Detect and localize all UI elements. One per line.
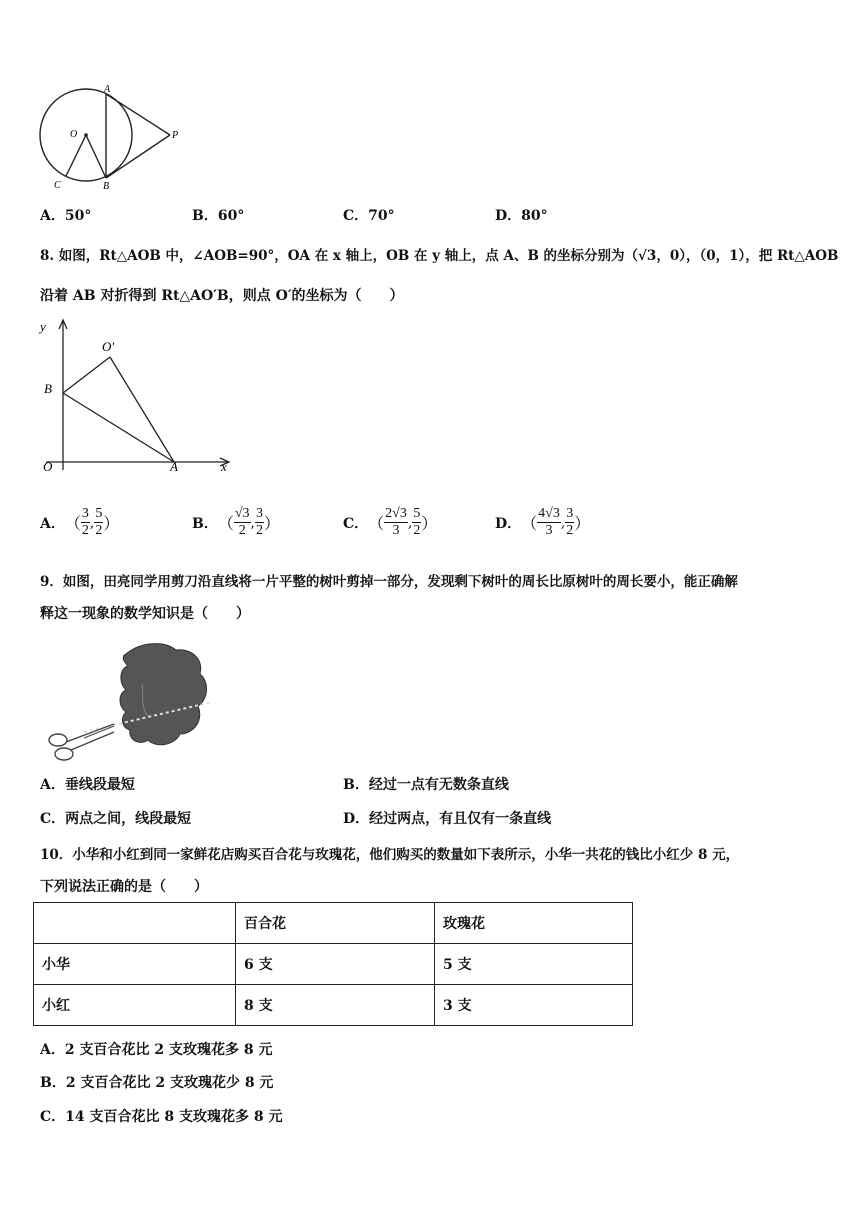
table-cell: 小华	[34, 944, 236, 985]
q7-label-p: P	[172, 130, 179, 141]
table-cell: 8 支	[236, 985, 435, 1026]
q9-option-d-text: 经过两点，有且仅有一条直线	[369, 811, 552, 827]
q8-option-c-frac2: $\frac{5}{2}$	[413, 506, 421, 538]
q8-option-d: D． （ $\frac{4√3}{3}$ , $\frac{3}{2}$ ）	[495, 506, 591, 538]
q7-option-b	[192, 205, 244, 225]
table-header-lily: 百合花	[236, 903, 435, 944]
table-row	[34, 985, 633, 1026]
q9-option-a	[40, 774, 135, 794]
q8-option-c-label: C．	[343, 515, 369, 532]
table-header-rose: 玫瑰花	[435, 903, 633, 944]
q8-label-a: A	[170, 459, 178, 474]
q7-option-b-text: 60°	[217, 208, 245, 224]
q8-option-a-frac1: $\frac{3}{2}$	[81, 506, 89, 538]
q8-stem-line2: 沿着 AB 对折得到 Rt△AO′B，则点 O′的坐标为（ ）	[40, 288, 404, 304]
q10-stem-line1: 10．小华和小红到同一家鲜花店购买百合花与玫瑰花，他们购买的数量如下表所示，小华一共花的钱比小红少 8 元，	[40, 847, 740, 863]
q10-option-a-text: 2 支百合花比 2 支玫瑰花多 8 元	[64, 1042, 273, 1058]
q10-option-a	[40, 1039, 272, 1059]
q7-option-d-label: D．	[495, 208, 522, 224]
q8-label-o-prime: O′	[102, 339, 115, 354]
q8-option-c: C． （ $\frac{2√3}{3}$ , $\frac{5}{2}$ ）	[343, 506, 438, 538]
q10-stem-line2: 下列说法正确的是（ ）	[40, 879, 208, 895]
q9-option-a-label: A．	[40, 777, 65, 793]
q9-stem-line1: 9．如图，田亮同学用剪刀沿直线将一片平整的树叶剪掉一部分，发现剩下树叶的周长比原树叶的周长要小，能正确解	[40, 574, 738, 590]
q8-option-c-frac1: $\frac{2√3}{3}$	[385, 506, 407, 538]
q8-coordinate-figure	[36, 315, 236, 480]
table-cell: 5 支	[435, 944, 633, 985]
q7-option-c	[343, 205, 395, 225]
table-header-row	[34, 903, 633, 944]
q10-option-b-text: 2 支百合花比 2 支玫瑰花少 8 元	[65, 1075, 274, 1091]
q8-option-b: B． （ $\frac{√3}{2}$ , $\frac{3}{2}$ ）	[192, 506, 281, 538]
q7-label-b: B	[103, 181, 110, 192]
q7-option-a	[40, 205, 91, 225]
q10-purchase-table	[33, 902, 633, 1026]
q7-option-d-text: 80°	[521, 208, 548, 224]
q8-label-x: x	[221, 459, 227, 474]
q8-option-b-frac2: $\frac{3}{2}$	[256, 506, 263, 538]
q10-option-c	[40, 1106, 283, 1126]
q8-option-d-frac2: $\frac{3}{2}$	[566, 506, 574, 538]
q9-option-b	[343, 774, 509, 794]
q10-option-a-label: A．	[40, 1042, 65, 1058]
q8-option-d-frac1: $\frac{4√3}{3}$	[538, 506, 560, 538]
q8-label-y: y	[40, 319, 46, 334]
q8-option-d-label: D．	[495, 515, 522, 532]
q7-option-a-label: A．	[40, 208, 65, 224]
q9-option-c-label: C．	[40, 811, 66, 827]
table-cell: 小红	[34, 985, 236, 1026]
q10-option-c-text: 14 支百合花比 8 支玫瑰花多 8 元	[65, 1109, 283, 1125]
q7-option-c-label: C．	[343, 208, 369, 224]
q9-option-a-text: 垂线段最短	[64, 777, 135, 793]
q10-option-b-label: B．	[40, 1075, 66, 1091]
table-cell: 6 支	[236, 944, 435, 985]
q8-option-b-frac1: $\frac{√3}{2}$	[234, 506, 250, 538]
q9-option-b-label: B．	[343, 777, 369, 793]
q7-label-c: C	[54, 180, 61, 191]
q7-circle-figure	[30, 80, 190, 195]
q8-option-a: A． （ $\frac{3}{2}$ , $\frac{5}{2}$ ）	[40, 506, 120, 538]
table-cell: 3 支	[435, 985, 633, 1026]
q8-label-o: O	[43, 459, 53, 474]
q8-option-a-frac2: $\frac{5}{2}$	[95, 506, 103, 538]
q7-option-c-text: 70°	[368, 208, 395, 224]
q10-option-c-label: C．	[40, 1109, 66, 1125]
q8-option-a-label: A．	[40, 515, 65, 532]
q8-stem-line1: 8. 如图，Rt△AOB 中，∠AOB=90°，OA 在 x 轴上，OB 在 y 轴上，点 A、B 的坐标分别为（√3，0），（0，1），把 Rt△AOB	[40, 248, 839, 264]
q9-option-c-text: 两点之间，线段最短	[65, 811, 192, 827]
q7-label-o: O	[70, 129, 78, 140]
q7-option-d	[495, 205, 548, 225]
q8-label-b: B	[44, 381, 52, 396]
table-row	[34, 944, 633, 985]
q10-option-b	[40, 1072, 273, 1092]
q9-leaf-scissors-figure	[44, 636, 224, 766]
q9-option-c	[40, 808, 191, 828]
q7-label-a: A	[104, 84, 111, 95]
table-header-empty	[34, 903, 236, 944]
q9-stem-line2: 释这一现象的数学知识是（ ）	[40, 606, 250, 622]
q9-option-d-label: D．	[343, 811, 370, 827]
q9-option-d	[343, 808, 551, 828]
q9-option-b-text: 经过一点有无数条直线	[368, 777, 509, 793]
q7-option-b-label: B．	[192, 208, 218, 224]
q7-option-a-text: 50°	[64, 208, 92, 224]
q8-option-b-label: B．	[192, 515, 218, 532]
